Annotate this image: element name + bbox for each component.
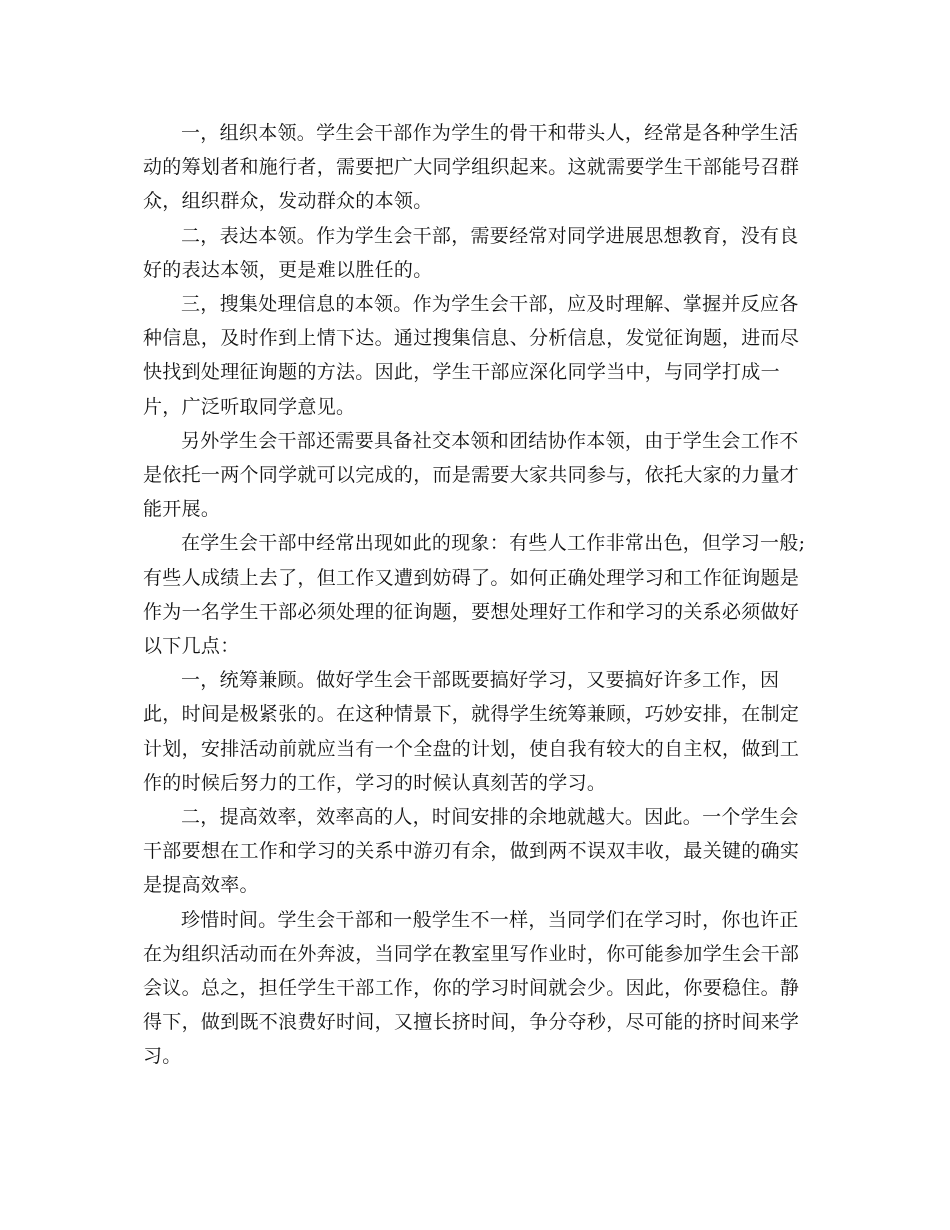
paragraph-cherish-time: 珍惜时间。学生会干部和一般学生不一样，当同学们在学习时，你也许正在为组织活动而在外奔波，当同学在教室里写作业时，你可能参加学生会干部会议。总之，担任学生干部工作，你的学习时间就会少。因此，你要稳住。静得下，做到既不浪费好时间，又擅长挤时间，争分夺秒，尽可能的挤时间来学习。 (143, 908, 800, 1068)
paragraph-study-work-problem: 在学生会干部中经常出现如此的现象：有些人工作非常出色，但学习一般;有些人成绩上去了，但工作又遭到妨碍了。如何正确处理学习和工作征询题是作为一名学生干部必须处理的征询题，要想处理好工作和学习的关系必须做好以下几点： (143, 532, 806, 658)
paragraph-expression-ability: 二，表达本领。作为学生会干部，需要经常对同学进展思想教育，没有良好的表达本领，更是难以胜任的。 (143, 224, 799, 281)
document-body (143, 116, 809, 1074)
paragraph-social-teamwork: 另外学生会干部还需要具备社交本领和团结协作本领，由于学生会工作不是依托一两个同学就可以完成的，而是需要大家共同参与，依托大家的力量才能开展。 (143, 429, 800, 521)
paragraph-efficiency: 二，提高效率，效率高的人，时间安排的余地就越大。因此。一个学生会干部要想在工作和学习的关系中游刃有余，做到两不误双丰收，最关键的确实是提高效率。 (143, 806, 800, 897)
paragraph-information-ability: 三，搜集处理信息的本领。作为学生会干部，应及时理解、掌握并反应各种信息，及时作到上情下达。通过搜集信息、分析信息，发觉征询题，进而尽快找到处理征询题的方法。因此，学生干部应深化同学当中，与同学打成一片，广泛听取同学意见。 (143, 293, 800, 418)
paragraph-organizing-ability: 一，组织本领。学生会干部作为学生的骨干和带头人，经常是各种学生活动的筹划者和施行者，需要把广大同学组织起来。这就需要学生干部能号召群众，组织群众，发动群众的本领。 (143, 122, 800, 213)
paragraph-overall-planning: 一，统筹兼顾。做好学生会干部既要搞好学习，又要搞好许多工作，因此，时间是极紧张的。在这种情景下，就得学生统筹兼顾，巧妙安排，在制定计划，安排活动前就应当有一个全盘的计划，使自我有较大的自主权，做到工作的时候后努力的工作，学习的时候认真刻苦的学习。 (143, 669, 800, 794)
